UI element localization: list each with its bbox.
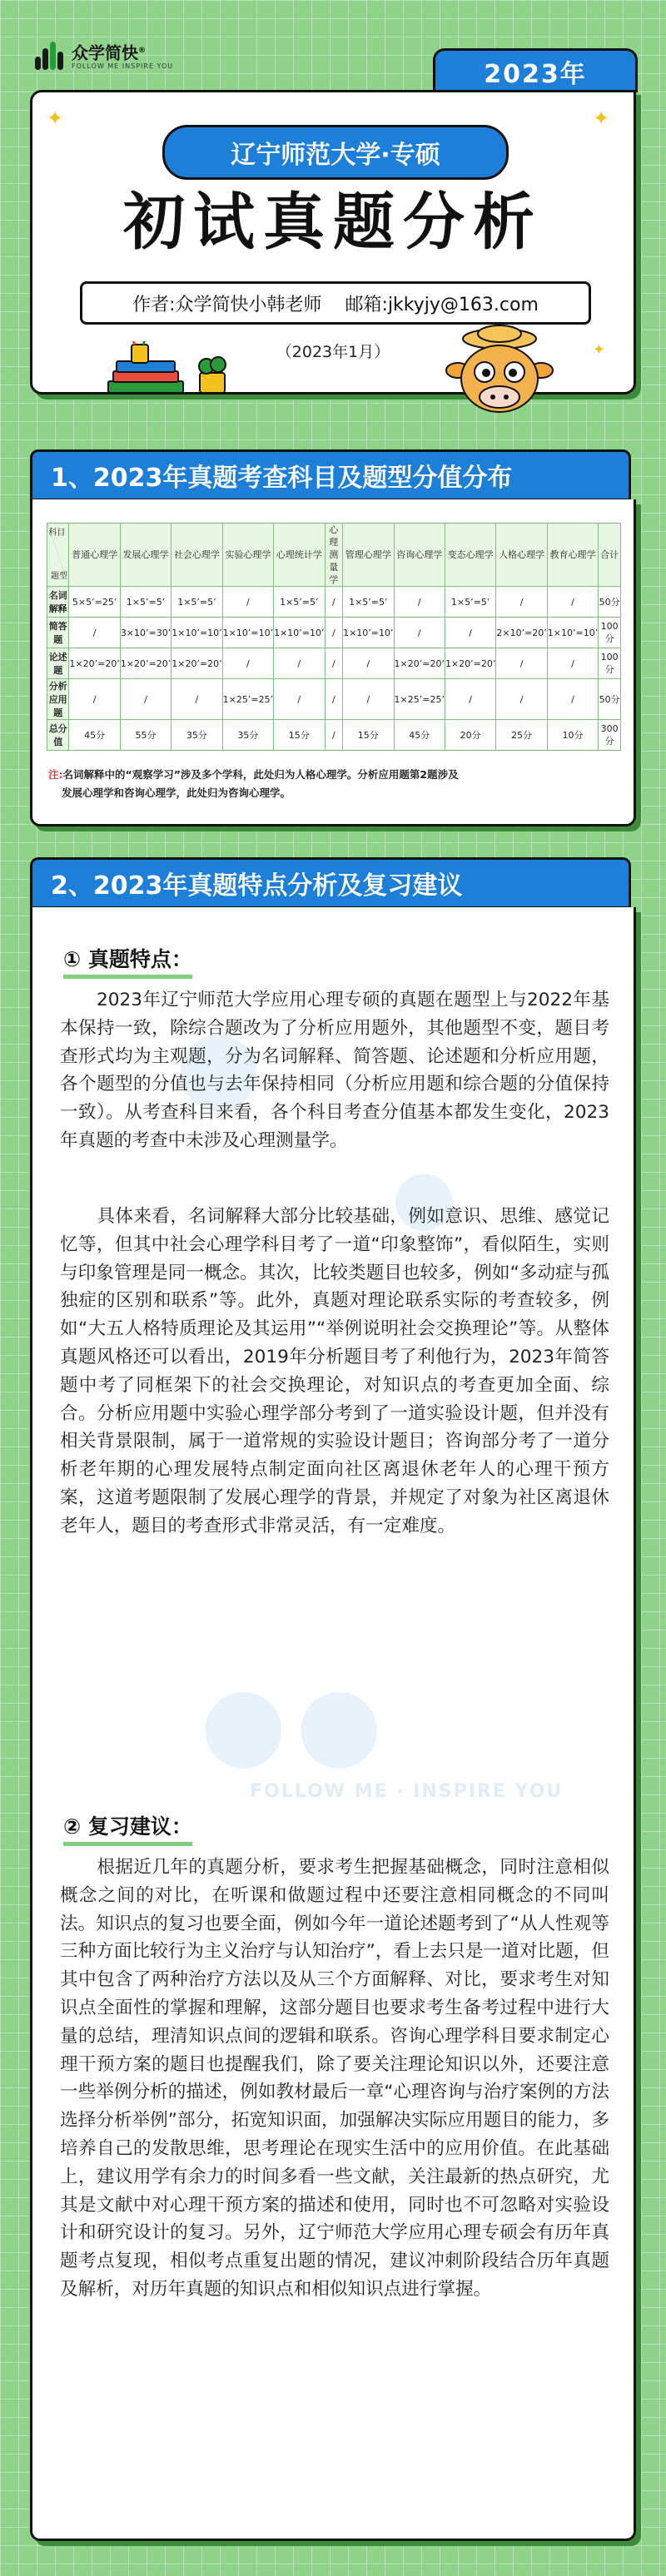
row-header: 名词解释 — [47, 587, 69, 618]
table-cell: 1×20’=20’ — [394, 648, 445, 679]
table-cell: / — [445, 679, 495, 720]
table-note: 注:名词解释中的“观察学习”涉及多个学科，此处归为人格心理学。分析应用题第2题涉及 发展心理学和咨询心理学，此处归为咨询心理学。 — [48, 768, 459, 799]
table-row — [47, 679, 621, 720]
table-cell: / — [343, 679, 394, 720]
column-header: 普通心理学 — [69, 524, 120, 587]
star-icon: ✦ — [593, 341, 606, 359]
star-icon: ✦ — [47, 107, 64, 130]
table-cell: / — [325, 618, 343, 648]
table-cell: / — [274, 679, 325, 720]
column-header: 管理心理学 — [343, 524, 394, 587]
table-cell: 15分 — [274, 720, 325, 751]
column-header: 教育心理学 — [547, 524, 598, 587]
table-cell: 3×10’=30’ — [120, 618, 171, 648]
table-cell: / — [343, 648, 394, 679]
column-header: 变态心理学 — [445, 524, 495, 587]
table-cell: / — [222, 587, 273, 618]
table-cell: 1×5’=5’ — [445, 587, 495, 618]
paragraph-advice: 根据近几年的真题分析，要求考生把握基础概念，同时注意相似概念之间的对比，在听课和做题过程中还要注意相同概念的不同叫法。知识点的复习也要全面，例如今年一道论述题考到了“从人性观等三种方面比较行为主义治疗与认知治疗”，看上去只是一道对比题，但其中包含了两种治疗方法以及从三个方面解释、对比，要求考生对知识点全面性的掌握和理解，这部分题目也要求考生备考过程中进行大量的总结，理清知识点间的逻辑和联系。咨询心理学科目要求制定心理干预方案的题目也提醒我们，除了要关注理论知识以外，还要注意一些举例分析的描述，例如教材最后一章“心理咨询与治疗案例的方法选择分析举例”部分，拓宽知识面，加强解决实际应用题目的能力，多培养自己的发散思维，思考理论在现实生活中的应用价值。在此基础上，建议用学有余力的时间多看一些文献，关注最新的热点研究，尤其是文献中对心理干预方案的描述和使用，同时也不可忽略对实验设计和研究设计的复习。另外，辽宁师范大学应用心理专硕会有历年真题考点复现，相似考点重复出题的情况，建议冲刺阶段结合历年真题及解析，对历年真题的知识点和相似知识点进行掌握。 — [60, 1857, 609, 2300]
table-cell: / — [325, 679, 343, 720]
table-cell: 15分 — [343, 720, 394, 751]
column-header: 心理测量学 — [325, 524, 343, 587]
score-table — [47, 523, 621, 751]
brand-logo — [33, 35, 173, 77]
table-cell: 1×25’=25’ — [222, 679, 273, 720]
table-cell: / — [496, 679, 547, 720]
table-row — [47, 648, 621, 679]
table-cell: / — [120, 679, 171, 720]
table-cell: 10分 — [547, 720, 598, 751]
table-cell: / — [547, 679, 598, 720]
table-cell: / — [274, 648, 325, 679]
table-cell: 35分 — [222, 720, 273, 751]
table-corner: 科目 题型 — [47, 524, 69, 587]
table-cell: 55分 — [120, 720, 171, 751]
table-cell: 300分 — [599, 720, 621, 751]
table-cell: 100分 — [599, 618, 621, 648]
section2-header: 2、2023年真题特点分析及复习建议 — [30, 857, 631, 909]
table-cell: 1×10’=10’ — [343, 618, 394, 648]
table-cell: 1×5’=5’ — [343, 587, 394, 618]
mascot-cow-icon — [441, 320, 558, 420]
table-cell: / — [325, 648, 343, 679]
table-cell: 45分 — [394, 720, 445, 751]
table-cell: 1×5’=5’ — [120, 587, 171, 618]
table-cell: / — [394, 618, 445, 648]
logo-mark-icon — [33, 40, 65, 72]
column-header: 人格心理学 — [496, 524, 547, 587]
paragraph-features-1: 2023年辽宁师范大学应用心理专硕的真题在题型上与2022年基本保持一致，除综合题改为了分析应用题外，其他题型不变，题目考查形式均为主观题，分为名词解释、简答题、论述题和分析应用题，各个题型的分值也与去年保持相同（分析应用题和综合题的分值保持一致）。从考查科目来看，各个科目考查分值基本都发生变化，2023年真题的考查中未涉及心理测量学。 — [60, 990, 609, 1151]
table-cell: 100分 — [599, 648, 621, 679]
column-header: 咨询心理学 — [394, 524, 445, 587]
table-cell: / — [325, 720, 343, 751]
books-icon — [92, 341, 250, 400]
table-cell: 1×25’=25’ — [394, 679, 445, 720]
table-cell: 1×10’=10’ — [222, 618, 273, 648]
column-header: 发展心理学 — [120, 524, 171, 587]
email-label: 邮箱:jkkyjy@163.com — [345, 294, 539, 315]
section1-header: 1、2023年真题考查科目及题型分值分布 — [30, 449, 631, 501]
table-cell: 50分 — [599, 587, 621, 618]
column-header: 心理统计学 — [274, 524, 325, 587]
row-header: 简答题 — [47, 618, 69, 648]
school-banner: 辽宁师范大学·专硕 — [162, 125, 509, 180]
table-cell: 25分 — [496, 720, 547, 751]
table-cell: / — [222, 648, 273, 679]
column-header: 社会心理学 — [171, 524, 222, 587]
table-row — [47, 587, 621, 618]
brand-name: 众学简快® — [72, 42, 146, 63]
table-cell: 1×10’=10’ — [171, 618, 222, 648]
paragraph-features-2: 具体来看，名词解释大部分比较基础，例如意识、思维、感觉记忆等，但其中社会心理学科目考了一道“印象整饰”，看似陌生，实则与印象管理是同一概念。其次，比较类题目也较多，例如“多动症与孤独症的区别和联系”等。此外，真题对理论联系实际的考查较多，例如“大五人格特质理论及其运用”“举例说明社会交换理论”等。从整体真题风格还可以看出，2019年分析题目考了利他行为，2023年简答题中考了同框架下的社会交换理论，对知识点的考查更加全面、综合。分析应用题中实验心理学部分考到了一道实验设计题，但并没有相关背景限制，属于一道常规的实验设计题目；咨询部分考了一道分析老年期的心理发展特点制定面向社区离退休老年人的心理干预方案，这道考题限制了发展心理学的背景，并规定了对象为社区离退休老年人，题目的考查形式非常灵活，有一定难度。 — [60, 1206, 609, 1536]
table-cell: 35分 — [171, 720, 222, 751]
table-cell: / — [171, 679, 222, 720]
table-row — [47, 720, 621, 751]
row-header: 论述题 — [47, 648, 69, 679]
table-cell: 20分 — [445, 720, 495, 751]
table-cell: 45分 — [69, 720, 120, 751]
table-cell: / — [445, 618, 495, 648]
table-row — [47, 618, 621, 648]
column-header: 实验心理学 — [222, 524, 273, 587]
table-cell: 1×20’=20’ — [120, 648, 171, 679]
table-cell: / — [496, 648, 547, 679]
table-header-row — [47, 524, 621, 587]
table-cell: 2×10’=20’ — [496, 618, 547, 648]
date-label: （2023年1月） — [276, 343, 390, 361]
row-header: 总分值 — [47, 720, 69, 751]
author-label: 作者:众学简快小韩老师 — [132, 294, 322, 315]
table-cell: / — [69, 618, 120, 648]
table-cell: 1×20’=20’ — [445, 648, 495, 679]
table-cell: 1×5’=5’ — [171, 587, 222, 618]
subsection-title-features: ① 真题特点： — [63, 943, 192, 979]
table-cell: 1×20’=20’ — [69, 648, 120, 679]
table-cell: 1×10’=10’ — [274, 618, 325, 648]
year-tab: 2023年 — [433, 48, 638, 92]
table-cell: 1×20’=20’ — [171, 648, 222, 679]
table-cell: 5×5’=25’ — [69, 587, 120, 618]
page-title: 初试真题分析 — [123, 186, 543, 258]
row-header: 分析应用题 — [47, 679, 69, 720]
table-cell: / — [69, 679, 120, 720]
subsection-title-advice: ② 复习建议： — [63, 1810, 192, 1846]
column-header: 合计 — [599, 524, 621, 587]
star-icon: ✦ — [593, 107, 610, 130]
table-cell: / — [325, 587, 343, 618]
table-cell: / — [547, 587, 598, 618]
table-cell: / — [547, 648, 598, 679]
table-cell: 1×5’=5’ — [274, 587, 325, 618]
table-cell: 50分 — [599, 679, 621, 720]
table-cell: 1×10’=10’ — [547, 618, 598, 648]
brand-slogan: FOLLOW ME INSPIRE YOU — [72, 62, 174, 70]
table-cell: / — [394, 587, 445, 618]
author-bar — [80, 281, 591, 325]
table-cell: / — [496, 587, 547, 618]
